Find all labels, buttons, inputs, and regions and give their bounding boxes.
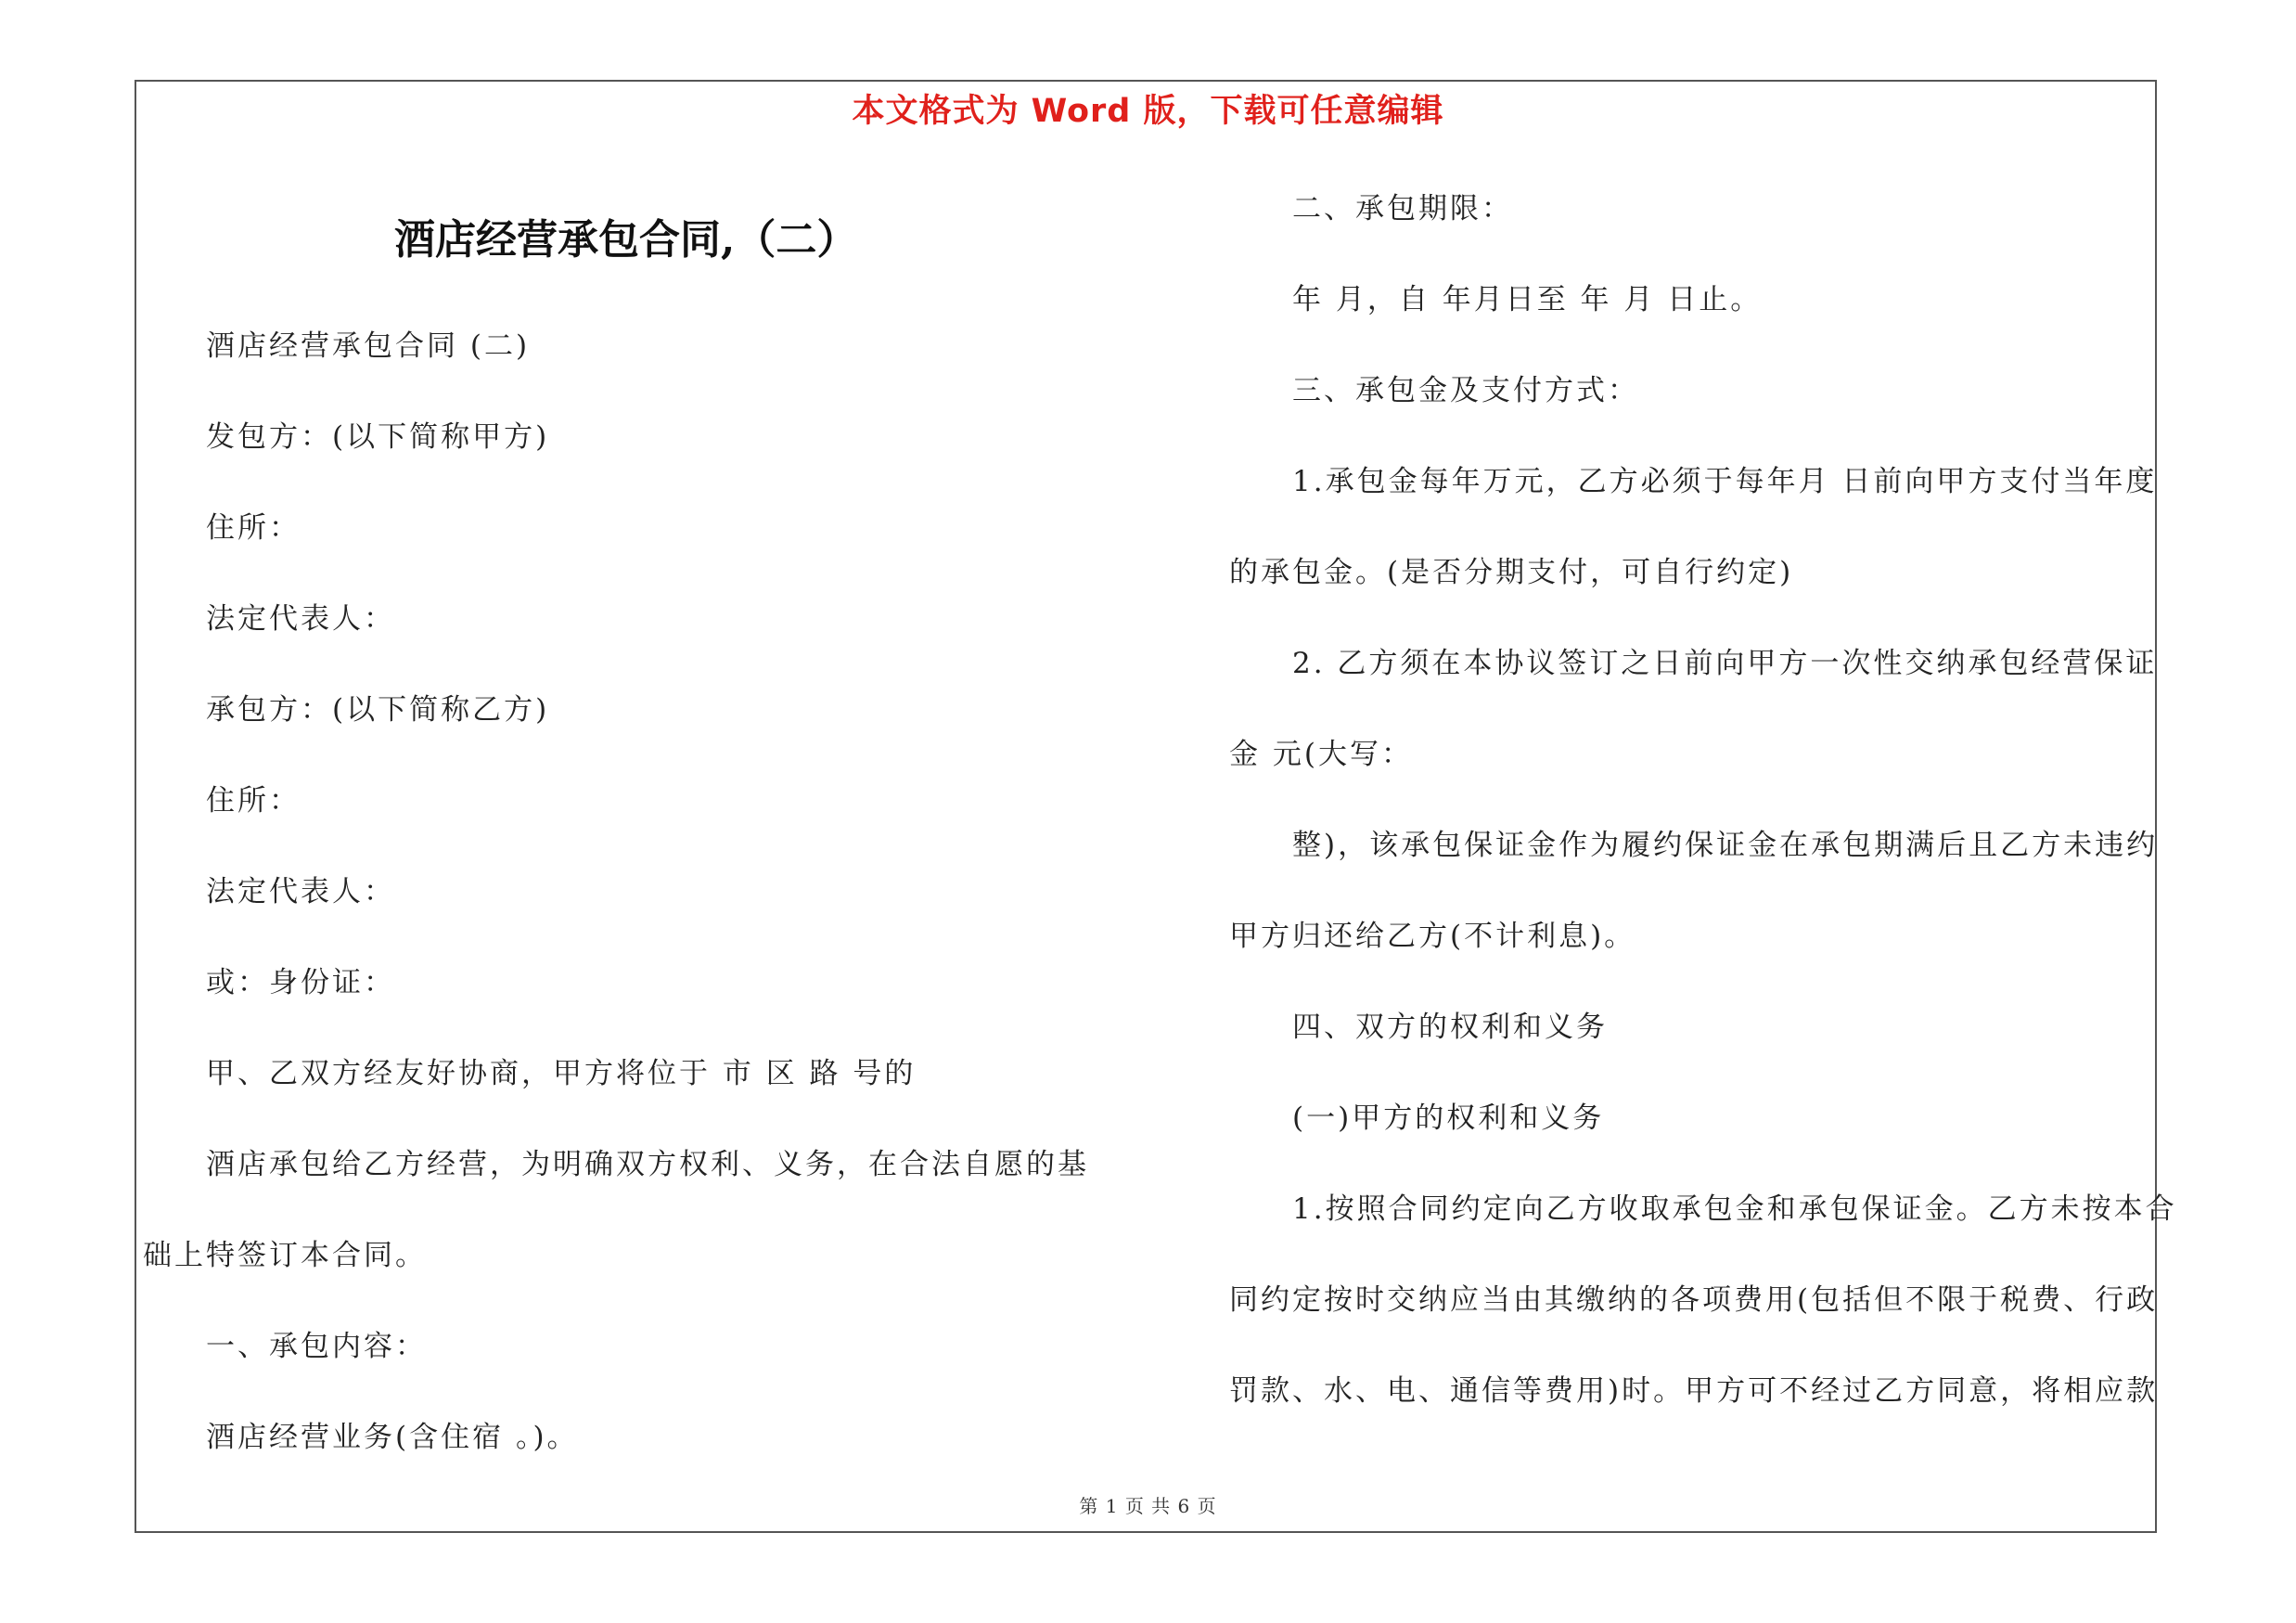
left-line-preamble-1: 甲、乙双方经友好协商，甲方将位于 市 区 路 号的 <box>206 1057 917 1090</box>
right-line-fee-1b: 的承包金。(是否分期支付，可自行约定) <box>1229 556 1794 589</box>
right-line-term: 年 月，自 年月日至 年 月 日止。 <box>1292 283 1763 316</box>
right-line-deposit-2c: 整)，该承包保证金作为履约保证金在承包期满后且乙方未违约 <box>1292 829 2159 862</box>
format-notice-banner: 本文格式为 Word 版，下载可任意编辑 <box>852 93 1444 130</box>
right-line-section-4-heading: 四、双方的权利和义务 <box>1292 1011 1608 1044</box>
right-line-deposit-2b: 金 元(大写： <box>1229 738 1413 771</box>
right-line-party-a-1c: 罚款、水、电、通信等费用)时。甲方可不经过乙方同意，将相应款 <box>1229 1374 2159 1408</box>
right-line-party-a-1a: 1.按照合同约定向乙方收取承包金和承包保证金。乙方未按本合 <box>1292 1192 2177 1226</box>
left-line-preamble-2: 酒店承包给乙方经营，为明确双方权利、义务，在合法自愿的基 <box>206 1148 1089 1181</box>
left-line-contractor-address: 住所： <box>206 511 301 545</box>
left-line-contractee-address: 住所： <box>206 784 301 818</box>
page-number-footer: 第 1 页 共 6 页 <box>1079 1495 1217 1517</box>
right-line-section-3-heading: 三、承包金及支付方式： <box>1292 374 1639 407</box>
right-line-deposit-2d: 甲方归还给乙方(不计利息)。 <box>1229 920 1636 953</box>
right-line-party-a-heading: (一)甲方的权利和义务 <box>1292 1101 1605 1135</box>
left-line-contractee-representative: 法定代表人： <box>206 875 395 908</box>
left-text-column <box>143 323 1143 1505</box>
left-line-id-card: 或：身份证： <box>206 966 395 999</box>
document-title: 酒店经营承包合同,（二） <box>394 216 858 264</box>
left-line-contractor-representative: 法定代表人： <box>206 602 395 636</box>
right-line-section-2-heading: 二、承包期限： <box>1292 192 1513 225</box>
right-line-fee-1a: 1.承包金每年万元，乙方必须于每年月 日前向甲方支付当年度 <box>1292 465 2158 498</box>
left-line-section-1-heading: 一、承包内容： <box>206 1330 427 1363</box>
left-line-contractor: 发包方：(以下简称甲方) <box>206 420 550 454</box>
left-line-subtitle: 酒店经营承包合同 (二) <box>206 329 531 363</box>
left-line-contractee: 承包方：(以下简称乙方) <box>206 693 550 727</box>
left-line-section-1-body: 酒店经营业务(含住宿 。)。 <box>206 1421 579 1454</box>
right-line-deposit-2a: 2. 乙方须在本协议签订之日前向甲方一次性交纳承包经营保证 <box>1292 647 2158 680</box>
right-line-party-a-1b: 同约定按时交纳应当由其缴纳的各项费用(包括但不限于税费、行政 <box>1229 1283 2159 1317</box>
right-text-column <box>1229 186 2177 1459</box>
left-line-preamble-3: 础上特签订本合同。 <box>143 1239 427 1272</box>
